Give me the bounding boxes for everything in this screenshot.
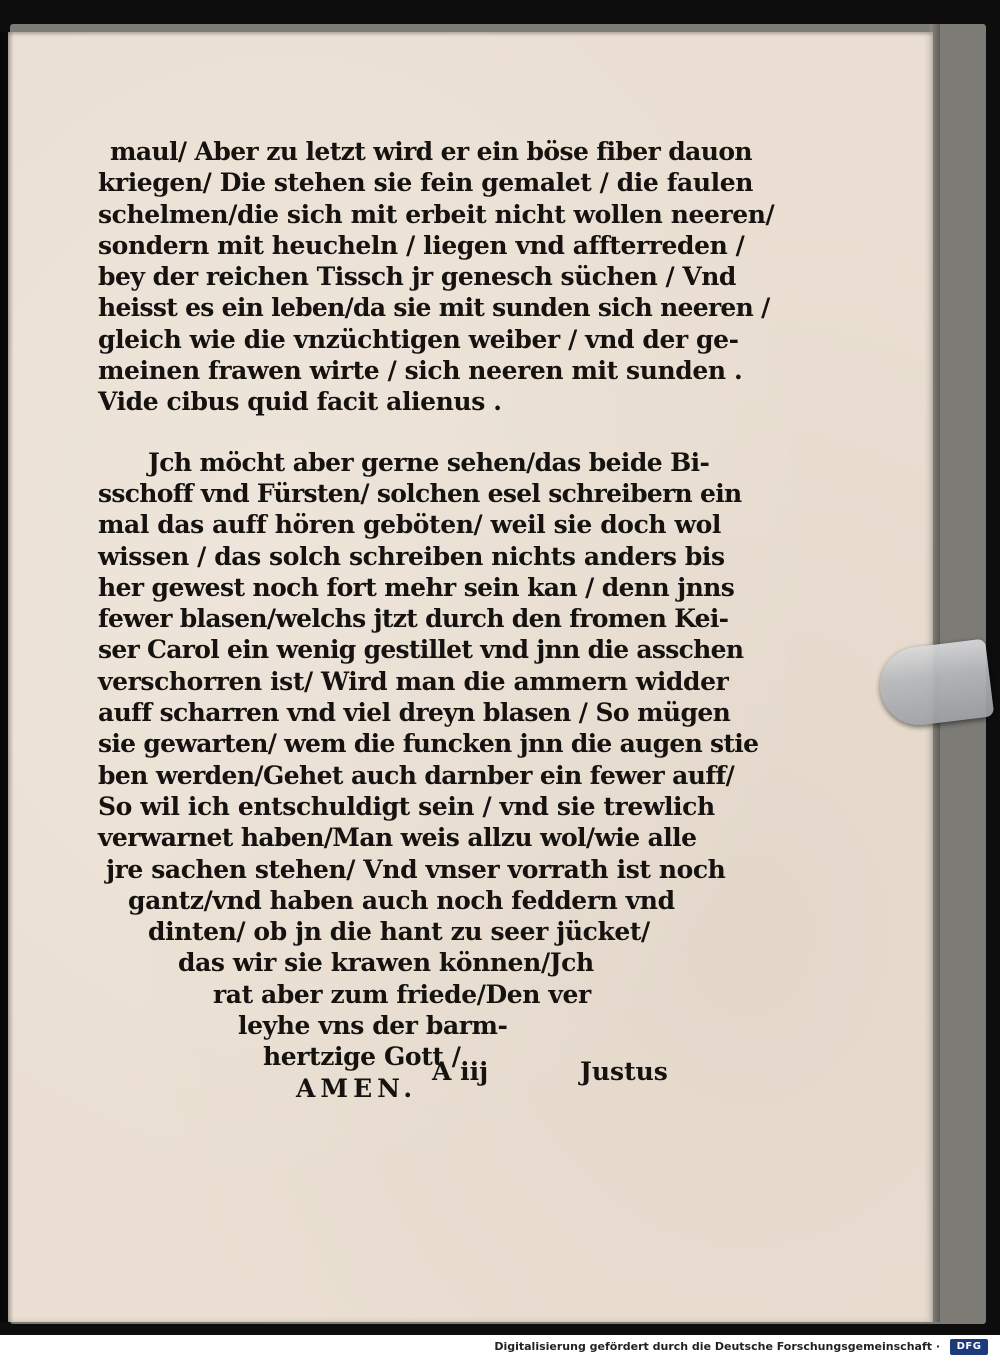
text-line: gantz/vnd haben auch noch feddern vnd [128, 885, 675, 915]
text-line: dinten/ ob jn die hant zu seer jücket/ [148, 917, 650, 947]
paragraph-2 [88, 447, 759, 1104]
text-line: sondern mit heucheln / liegen vnd affterreden / [98, 230, 745, 260]
footer-credit: Digitalisierung gefördert durch die Deutsche Forschungsgemeinschaft · [494, 1340, 940, 1353]
text-line: rat aber zum friede/Den ver [213, 979, 591, 1009]
text-line: her gewest noch fort mehr sein kan / denn jnns [98, 572, 735, 602]
body-text [88, 136, 775, 1104]
text-line: ser Carol ein wenig gestillet vnd jnn die asschen [98, 635, 744, 665]
catchword: Justus [580, 1057, 668, 1086]
text-line: Jch möcht aber gerne sehen/das beide Bi- [148, 447, 710, 477]
text-line-amen: AMEN. [296, 1073, 418, 1103]
paragraph-1 [88, 136, 775, 418]
text-line: meinen frawen wirte / sich neeren mit sunden . [98, 356, 743, 386]
dfg-logo: DFG [950, 1339, 988, 1355]
text-line: ben werden/Gehet auch darnber ein fewer auff/ [98, 760, 735, 790]
text-line: maul/ Aber zu letzt wird er ein böse fiber dauon [110, 137, 752, 166]
text-line: auff scharren vnd viel dreyn blasen / So mügen [98, 698, 731, 728]
text-line: So wil ich entschuldigt sein / vnd sie trewlich [98, 791, 715, 821]
text-line: schelmen/die sich mit erbeit nicht wollen neeren/ [98, 199, 775, 229]
text-line: sie gewarten/ wem die funcken jnn die augen stie [98, 729, 759, 759]
signature-mark: A iij [432, 1057, 489, 1086]
signature-line [432, 1055, 692, 1089]
text-line: sschoff vnd Fürsten/ solchen esel schreibern ein [98, 478, 742, 508]
text-line: hertzige Gott / [263, 1042, 461, 1072]
text-line: bey der reichen Tissch jr genesch süchen / Vnd [98, 262, 736, 292]
gutter-shadow [0, 32, 14, 1322]
text-line: gleich wie die vnzüchtigen weiber / vnd der ge- [98, 324, 739, 354]
text-line: verwarnet haben/Man weis allzu wol/wie alle [98, 823, 697, 853]
text-line: wissen / das solch schreiben nichts anders bis [98, 541, 725, 571]
footer-bar [0, 1335, 1000, 1360]
text-line: das wir sie krawen können/Jch [178, 948, 594, 978]
text-line: fewer blasen/welchs jtzt durch den fromen Kei- [98, 604, 729, 634]
text-line: leyhe vns der barm- [238, 1011, 508, 1041]
paragraph-gap [88, 418, 708, 447]
text-line: Vide cibus quid facit alienus . [98, 387, 502, 417]
text-line: kriegen/ Die stehen sie fein gemalet / die faulen [98, 168, 754, 198]
text-line: mal das auff hören geböten/ weil sie doch wol [98, 510, 721, 540]
text-line: jre sachen stehen/ Vnd vnser vorrath ist noch [106, 854, 726, 884]
text-line: heisst es ein leben/da sie mit sunden sich neeren / [98, 293, 770, 323]
text-line: verschorren ist/ Wird man die ammern widder [98, 666, 729, 696]
